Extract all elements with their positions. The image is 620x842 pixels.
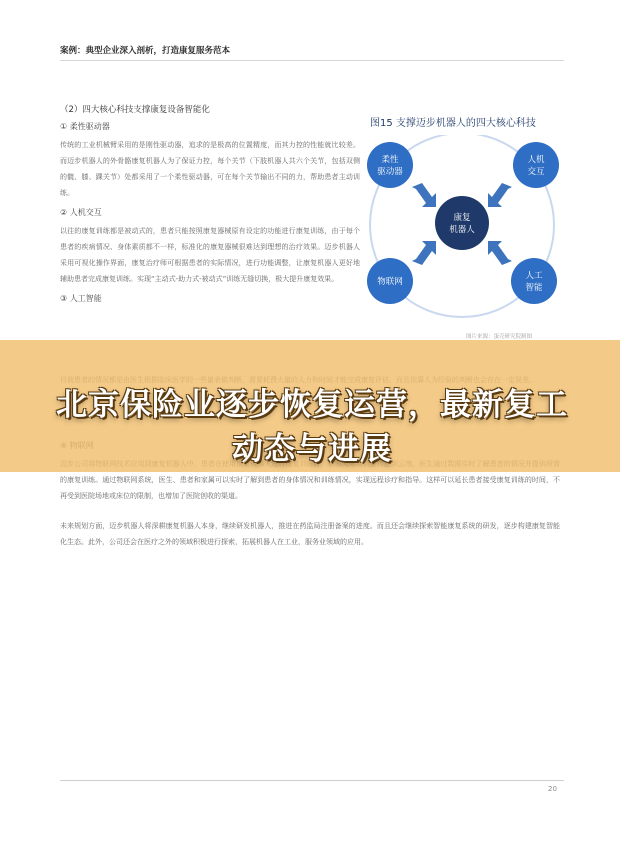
page-number: 20 — [548, 785, 557, 793]
header-divider — [60, 60, 564, 61]
svg-text:交互: 交互 — [527, 167, 545, 177]
svg-text:机器人: 机器人 — [449, 225, 475, 235]
headline-text: 北京保险业逐步恢复运营，最新复工动态与进展 — [56, 387, 568, 467]
item-text-iot: 的康复训练。通过物联网系统，医生、患者和家属可以实时了解到患者的身体情况和训练情况，实现远程诊疗和指导。这样可以延长患者接受康复训练的时间，不再受到医院场地或床位的限制，也增加了医院创收的渠道。 — [60, 476, 560, 500]
footer-divider — [60, 780, 564, 781]
center-node-label: 康复 — [453, 213, 471, 223]
arrow-bottom-left-icon — [412, 241, 436, 265]
running-header: 案例：典型企业深入剖析，打造康复服务范本 — [60, 46, 231, 56]
arrow-bottom-right-icon — [488, 241, 512, 265]
core-tech-diagram — [360, 135, 560, 331]
section-title: （2）四大核心科技支撑康复设备智能化 — [60, 105, 210, 115]
figure-caption: 图片来源：蛋壳研究院制图 — [466, 334, 533, 340]
closing-paragraph: 未来规划方面，迈步机器人将深耕康复机器人本身，继续研发机器人，推进在药监局注册备案的进度。而且还会继续探索智能康复系统的研发，逐步构建康复智能化生态。此外，公司还会在医疗之外的领域积极进行探索，拓展机器人在工业，服务业领域的应用。 — [60, 522, 560, 546]
svg-text:驱动器: 驱动器 — [377, 167, 403, 177]
node-flexible-actuator — [367, 142, 413, 188]
arrow-top-right-icon — [488, 183, 512, 207]
closing-block — [60, 518, 560, 556]
node-ai — [511, 258, 557, 304]
node-flexible-actuator-label: 柔性 — [381, 155, 399, 165]
main-text-column — [60, 103, 360, 309]
item-text-hci: 以往的康复训练都是被动式的，患者只能按照康复器械原有设定的功能进行康复训练，由于每个患者的疾病情况、身体素质都不一样，标准化的康复器械很难达到理想的治疗效果。迈步机器人采用可视化操作界面，康复治疗师可根据患者的实际情况，进行功能调整，让康复机器人更好地辅助患者完成康复训练。实现“主动式-助力式-被动式”训练无缝切换，极大提升康复效果。 — [60, 227, 360, 283]
node-hci — [513, 142, 559, 188]
figure-title: 图15 支撑迈步机器人的四大核心科技 — [370, 118, 536, 129]
item-text-flexible-actuator: 传统的工业机械臂采用的是刚性驱动器，追求的是极高的位置精度，而其力控的性能就比较差。而迈步机器人的外骨骼康复机器人为了保证力控，每个关节（下肢机器人共六个关节，包括双侧的髋、膝、踝关节）处都采用了一个柔性驱动器，可在每个关节输出不同的力，帮助患者主动训练。 — [60, 141, 360, 197]
arrow-top-left-icon — [412, 183, 436, 207]
node-iot-label: 物联网 — [377, 277, 403, 287]
item-heading-ai: ③ 人工智能 — [60, 294, 102, 303]
node-ai-label: 人工 — [525, 271, 543, 281]
center-node — [435, 196, 489, 250]
item-heading-hci: ② 人机交互 — [60, 208, 102, 217]
item-heading-flexible-actuator: ① 柔性驱动器 — [60, 122, 110, 131]
svg-text:智能: 智能 — [525, 283, 543, 293]
node-hci-label: 人机 — [527, 155, 545, 165]
